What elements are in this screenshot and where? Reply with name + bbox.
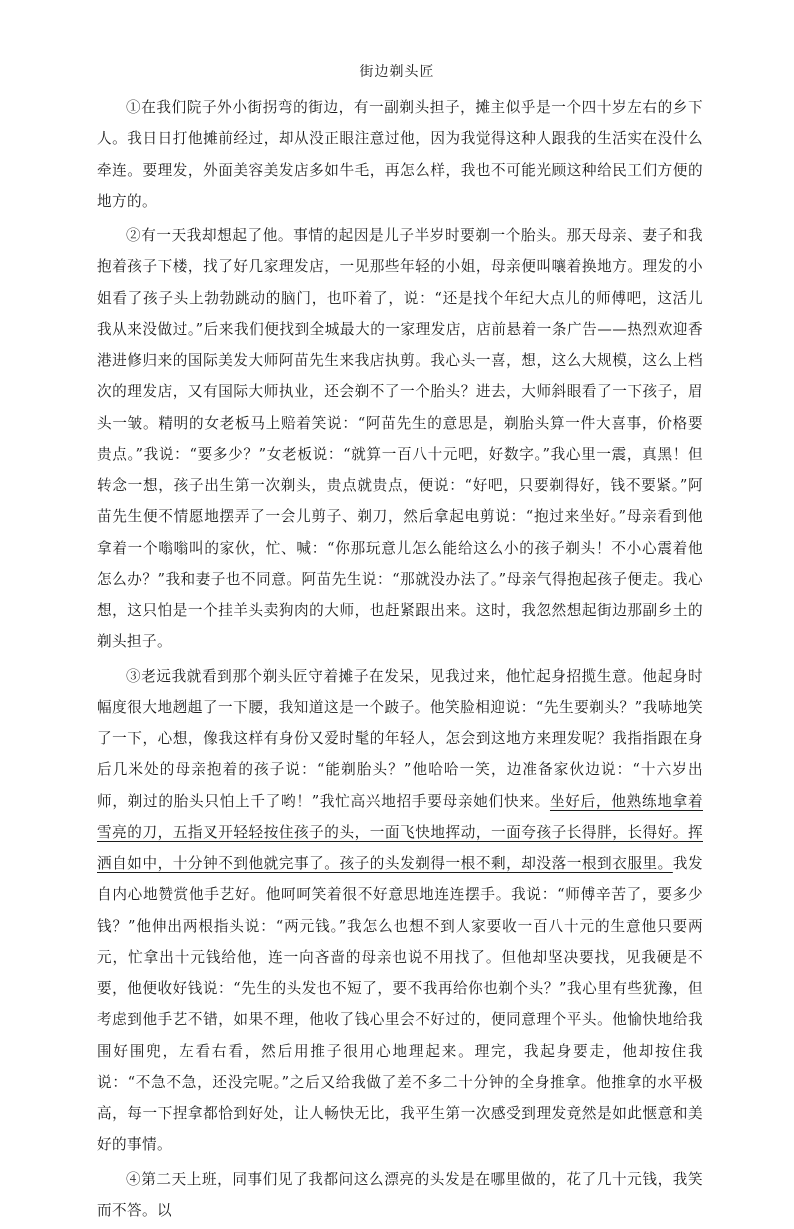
paragraph-4: ④第二天上班，同事们见了我都问这么漂亮的头发是在哪里做的，花了几十元钱，我笑而不答。以 (97, 1164, 703, 1229)
article-body (97, 92, 703, 1229)
paragraph-3 (97, 661, 703, 1164)
underlined-passage: 坐好后，他熟练地拿着雪亮的刀，五指叉开轻轻按住孩子的头，一面飞快地挥动，一面夸孩子长得胖，长得好。挥洒自如中，十分钟不到他就完事了。孩子的头发剃得一根不剩，却没落一根到衣服里。 (97, 793, 703, 873)
document-title: 街边剃头匠 (0, 62, 794, 82)
paragraph-3-part-1: ③老远我就看到那个剃头匠守着摊子在发呆，见我过来，他忙起身招揽生意。他起身时幅度很大地趔趄了一下腰，我知道这是一个跛子。他笑脸相迎说：“先生要剃头？”我哧地笑了一下，心想，像我这样有身份又爱时髦的年轻人，怎会到这地方来理发呢？我指指跟在身后几米处的母亲抱着的孩子说：“能剃胎头？”他哈哈一笑，边准备家伙边说：“十六岁出师，剃过的胎头只怕上千了哟！”我忙高兴地招手要母亲她们快来。 (97, 668, 703, 810)
paragraph-1: ①在我们院子外小街拐弯的街边，有一副剃头担子，摊主似乎是一个四十岁左右的乡下人。我日日打他摊前经过，却从没正眼注意过他，因为我觉得这种人跟我的生活实在没什么牵连。要理发，外面美容美发店多如牛毛，再怎么样，我也不可能光顾这种给民工们方便的地方的。 (97, 92, 703, 220)
paragraph-3-part-2: 我发自内心地赞赏他手艺好。他呵呵笑着很不好意思地连连摆手。我说：“师傅辛苦了，要多少钱？”他伸出两根指头说：“两元钱。”我怎么也想不到人家要收一百八十元的生意他只要两元，忙拿出十元钱给他，连一向吝啬的母亲也说不用找了。但他却坚决要找，见我硬是不要，他便收好钱说：“先生的头发也不短了，要不我再给你也剃个头？”我心里有些犹豫，但考虑到他手艺不错，如果不理，他收了钱心里会不好过的，便同意理个平头。他愉快地给我围好围兜，左看右看，然后用推子很用心地理起来。理完，我起身要走，他却按住我说：“不急不急，还没完呢。”之后又给我做了差不多二十分钟的全身推拿。他推拿的水平极高，每一下捏拿都恰到好处，让人畅快无比，我平生第一次感受到理发竟然是如此惬意和美好的事情。 (97, 855, 703, 1153)
paragraph-2: ②有一天我却想起了他。事情的起因是儿子半岁时要剃一个胎头。那天母亲、妻子和我抱着孩子下楼，找了好几家理发店，一见那些年轻的小姐，母亲便叫嚷着换地方。理发的小姐看了孩子头上勃勃跳动的脑门，也吓着了，说：“还是找个年纪大点儿的师傅吧，这活儿我从来没做过。”后来我们便找到全城最大的一家理发店，店前悬着一条广告——热烈欢迎香港进修归来的国际美发大师阿苗先生来我店执剪。我心头一喜，想，这么大规模，这么上档次的理发店，又有国际大师执业，还会剃不了一个胎头？进去，大师斜眼看了一下孩子，眉头一皱。精明的女老板马上赔着笑说：“阿苗先生的意思是，剃胎头算一件大喜事，价格要贵点。”我说：“要多少？”女老板说：“就算一百八十元吧，好数字。”我心里一震，真黑！但转念一想，孩子出生第一次剃头，贵点就贵点，便说：“好吧，只要剃得好，钱不要紧。”阿苗先生便不情愿地摆弄了一会儿剪子、剃刀，然后拿起电剪说：“抱过来坐好。”母亲看到他拿着一个嗡嗡叫的家伙，忙、喊：“你那玩意儿怎么能给这么小的孩子剃头！不小心震着他怎么办？”我和妻子也不同意。阿苗先生说：“那就没办法了。”母亲气得抱起孩子便走。我心想，这只怕是一个挂羊头卖狗肉的大师，也赶紧跟出来。这时，我忽然想起街边那副乡土的剃头担子。 (97, 220, 703, 661)
